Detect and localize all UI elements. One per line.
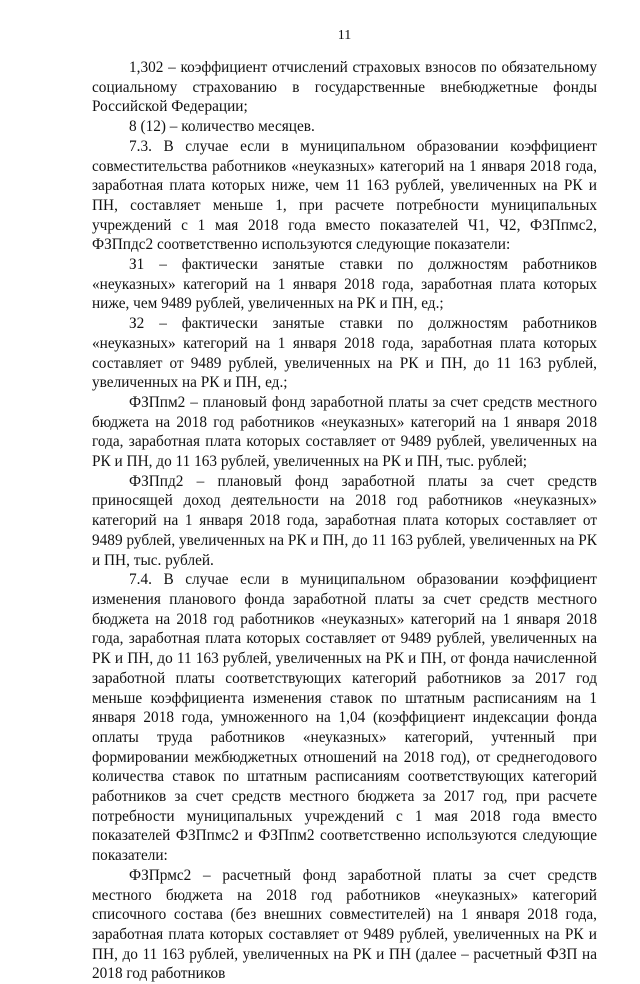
paragraph-fzp-pd2: ФЗПпд2 – плановый фонд заработной платы за счет средств приносящей доход деятельности на 2018 год работников «неуказных» категорий на 1 января 2018 года, заработная плата которых составляет от 9489 рублей, увеличенных на РК и ПН, до 11 163 рублей, увеличенных на РК и ПН, тыс. рублей. — [92, 472, 597, 569]
paragraph-fzp-rms2: ФЗПрмс2 – расчетный фонд заработной платы за счет средств местного бюджета на 2018 год работников «неуказных» категорий списочного состава (без внешних совместителей) на 1 января 2018 года, заработная плата которых составляет от 9489 рублей, увеличенных на РК и ПН, до 11 163 рублей, увеличенных на РК и ПН (далее – расчетный ФЗП на 2018 год работников — [92, 866, 597, 983]
paragraph-fzp-pm2: ФЗПпм2 – плановый фонд заработной платы за счет средств местного бюджета на 2018 год работников «неуказных» категорий на 1 января 2018 года, заработная плата которых составляет от 9489 рублей, увеличенных на РК и ПН, до 11 163 рублей, увеличенных на РК и ПН, тыс. рублей; — [92, 393, 597, 471]
paragraph-months: 8 (12) – количество месяцев. — [129, 118, 315, 136]
paragraph-z2: З2 – фактически занятые ставки по должностям работников «неуказных» категорий на 1 января 2018 года, заработная плата которых составляет от 9489 рублей, увеличенных на РК и ПН, до 11 163 рублей, увеличенных на РК и ПН, ед.; — [92, 315, 597, 392]
paragraph-coefficient-1302: 1,302 – коэффициент отчислений страховых взносов по обязательному социальному страхованию в государственные внебюджетные фонды Российской Федерации; — [92, 59, 597, 116]
document-page — [92, 28, 597, 984]
page-number: 11 — [337, 28, 352, 43]
paragraph-7-3: 7.3. В случае если в муниципальном образовании коэффициент совместительства работников «неуказных» категорий на 1 января 2018 года, заработная плата которых ниже, чем 11 163 рублей, увеличенных на РК и ПН, составляет меньше 1, при расчете потребности муниципальных учреждений с 1 мая 2018 года вместо показателей Ч1, Ч2, ФЗПпмс2, ФЗПпдс2 соответственно используются следующие показатели: — [92, 137, 597, 254]
paragraph-z1: З1 – фактически занятые ставки по должностям работников «неуказных» категорий на 1 января 2018 года, заработная плата которых ниже, чем 9489 рублей, увеличенных на РК и ПН, ед.; — [92, 256, 597, 313]
paragraph-7-4: 7.4. В случае если в муниципальном образовании коэффициент изменения планового фонда заработной платы за счет средств местного бюджета на 2018 год работников «неуказных» категорий на 1 января 2018 года, заработная плата которых составляет от 9489 рублей, увеличенных на РК и ПН, до 11 163 рублей, увеличенных на РК и ПН, от фонда начисленной заработной платы соответствующих категорий работников за 2017 год меньше коэффициента изменения ставок по штатным расписаниям на 1 января 2018 года, умноженного на 1,04 (коэффициент индексации фонда оплаты труда работников «неуказных» категорий, учтенный при формировании межбюджетных отношений на 2018 год), от среднегодового количества ставок по штатным расписаниям соответствующих категорий работников за счет средств местного бюджета за 2017 год, при расчете потребности муниципальных учреждений с 1 мая 2018 года вместо показателей ФЗПпмс2 и ФЗПпм2 соответственно используются следующие показатели: — [92, 571, 597, 865]
